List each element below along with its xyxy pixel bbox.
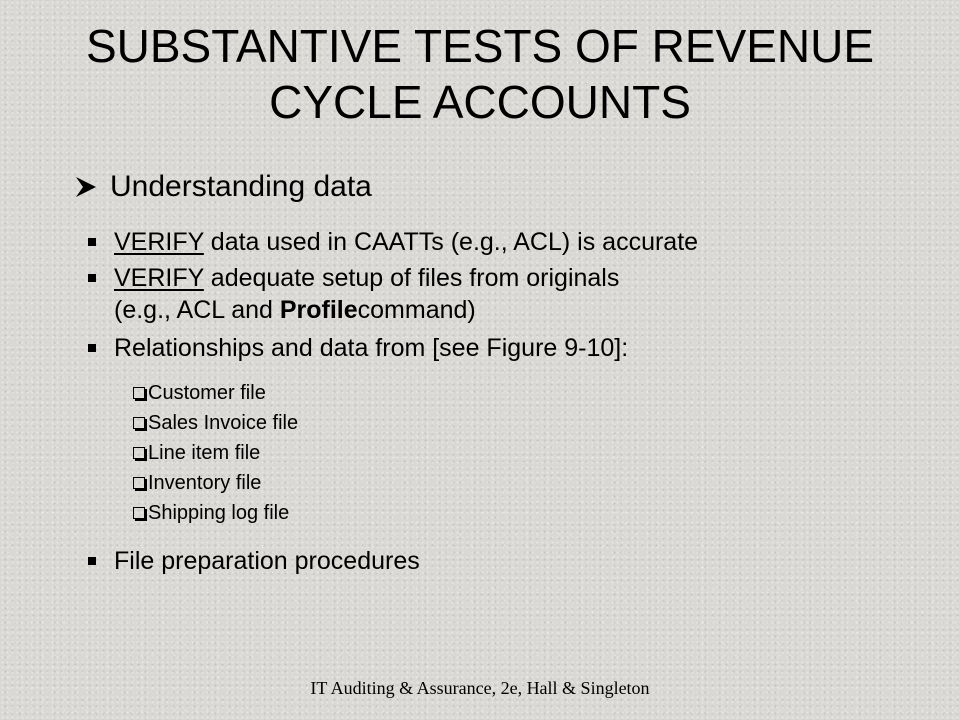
bullet-text: Relationships and data from [see Figure 9-10]: bbox=[114, 334, 629, 362]
square-bullet-icon bbox=[88, 274, 96, 282]
main-bullet-text: Understanding data bbox=[110, 170, 372, 203]
keyword-verify: VERIFY bbox=[114, 228, 204, 256]
main-bullet bbox=[74, 168, 372, 206]
checkbox-bullet-icon bbox=[133, 387, 145, 399]
square-bullet-icon bbox=[88, 238, 96, 246]
profile-keyword: Profile bbox=[279, 296, 358, 324]
bullet-item-file-preparation bbox=[88, 545, 420, 577]
checkbox-bullet-icon bbox=[133, 477, 145, 489]
bullet-item-verify-setup bbox=[88, 262, 619, 326]
checkbox-bullet-icon bbox=[133, 417, 145, 429]
arrow-bullet-icon bbox=[74, 175, 98, 199]
checkbox-bullet-icon bbox=[133, 507, 145, 519]
file-list-item: Line item file bbox=[133, 441, 260, 465]
checkbox-bullet-icon bbox=[133, 447, 145, 459]
keyword-verify: VERIFY bbox=[114, 264, 204, 292]
bullet-text: File preparation procedures bbox=[114, 547, 420, 575]
file-list-item: Inventory file bbox=[133, 471, 261, 495]
bullet-text: adequate setup of files from originals bbox=[203, 264, 620, 292]
file-list-item: Shipping log file bbox=[133, 501, 289, 525]
square-bullet-icon bbox=[88, 557, 96, 565]
bullet-text: data used in CAATTs (e.g., ACL) is accurate bbox=[203, 228, 699, 256]
file-list-item: Customer file bbox=[133, 381, 266, 405]
title-line-1: SUBSTANTIVE TESTS OF REVENUE bbox=[85, 20, 875, 72]
bullet-item-relationships bbox=[88, 332, 628, 364]
bullet-item-verify-data bbox=[88, 226, 698, 258]
title-line-2: CYCLE ACCOUNTS bbox=[269, 76, 691, 128]
square-bullet-icon bbox=[88, 344, 96, 352]
footer-citation: IT Auditing & Assurance, 2e, Hall & Singleton bbox=[310, 678, 650, 698]
bullet-text-line-2: (e.g., ACL and Profilecommand) bbox=[114, 296, 476, 324]
slide-title bbox=[0, 18, 960, 130]
file-list-item: Sales Invoice file bbox=[133, 411, 298, 435]
